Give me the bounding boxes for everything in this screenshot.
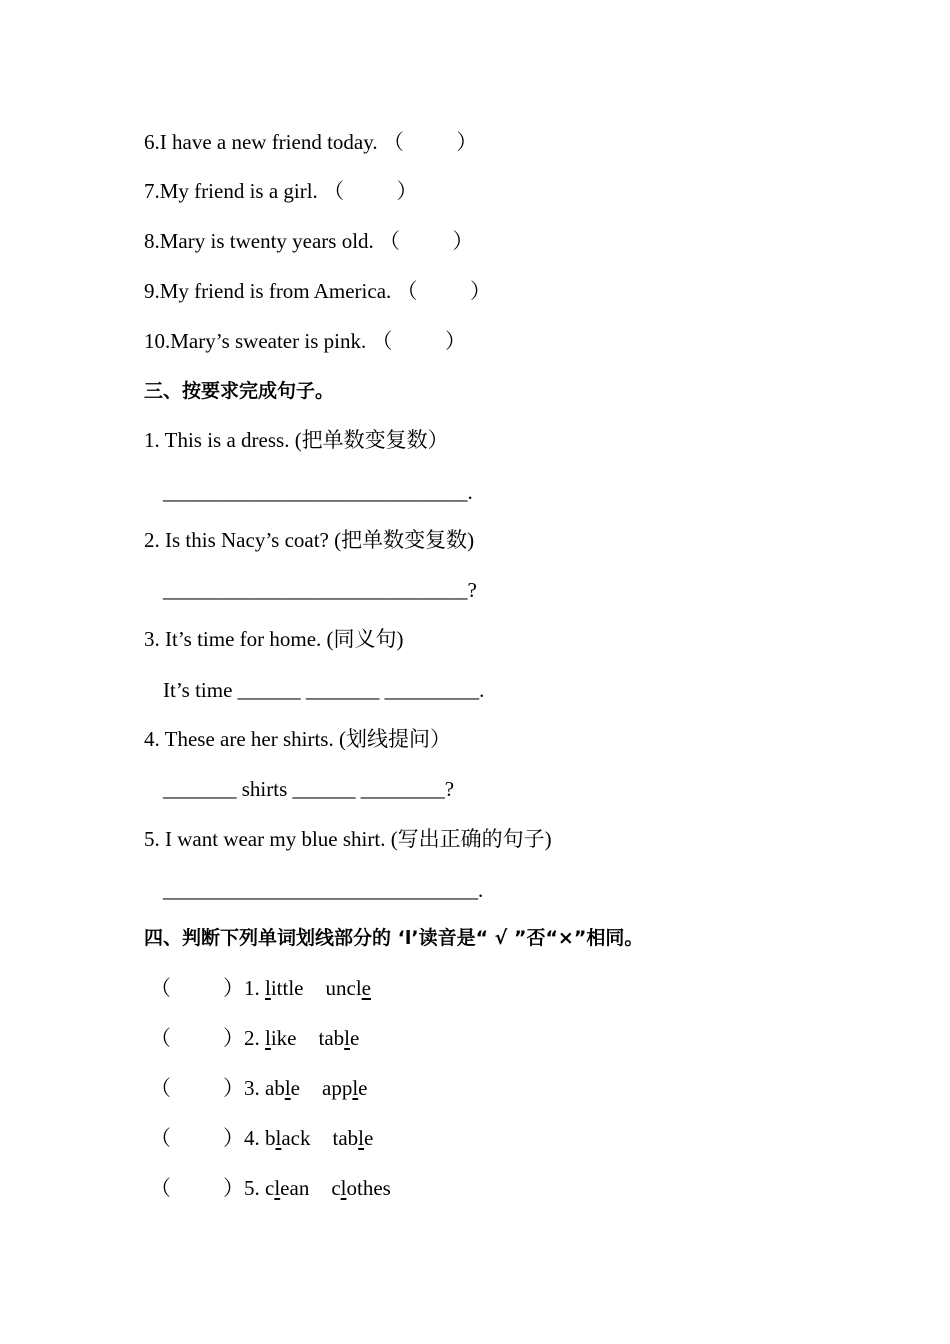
- section3-q4-answer-blank[interactable]: _______ shirts ______ ________?: [163, 777, 455, 801]
- section3-q4-prompt: 4. These are her shirts. (划线提问）: [144, 727, 451, 751]
- section3-q2-prompt: 2. Is this Nacy’s coat? (把单数变复数): [144, 528, 475, 552]
- section3-q1-prompt: 1. This is a dress. (把单数变复数）: [144, 428, 449, 452]
- underlined-letter: l: [265, 976, 271, 1000]
- word-pair-item: [244, 1074, 368, 1102]
- open-paren: （: [150, 1026, 171, 1050]
- answer-paren[interactable]: [150, 1174, 244, 1202]
- answer-paren[interactable]: [150, 1074, 244, 1102]
- close-paren: ）: [223, 1076, 244, 1100]
- item-number: 5.: [244, 1176, 260, 1200]
- section3-q3-answer-blank[interactable]: It’s time ______ _______ _________.: [163, 678, 485, 702]
- section3-q2-answer-blank[interactable]: _____________________________?: [163, 578, 477, 602]
- underlined-letter: e: [361, 976, 371, 1000]
- section3-title: 三、按要求完成句子。: [144, 380, 335, 402]
- judge-item-8: 8.Mary is twenty years old. （ ）: [144, 229, 474, 253]
- answer-paren[interactable]: （ ）: [379, 229, 474, 253]
- open-paren: （: [150, 976, 171, 1000]
- close-paren: ）: [223, 976, 244, 1000]
- close-paren: ）: [223, 1176, 244, 1200]
- underlined-letter: l: [274, 1176, 281, 1200]
- answer-paren[interactable]: （ ）: [371, 329, 466, 353]
- answer-paren[interactable]: （ ）: [323, 179, 418, 203]
- judge-item-7: 7.My friend is a girl. （ ）: [144, 179, 418, 203]
- underlined-letter: l: [344, 1026, 350, 1050]
- underlined-letter: l: [284, 1076, 291, 1100]
- word-2: table: [332, 1126, 374, 1150]
- section4-title: 四、判断下列单词划线部分的 ‘l’读音是“ √ ”否“×”相同。: [144, 927, 644, 949]
- word-2: uncle: [325, 976, 371, 1000]
- close-paren: ）: [223, 1026, 244, 1050]
- open-paren: （: [150, 1076, 171, 1100]
- open-paren: （: [150, 1176, 171, 1200]
- answer-paren[interactable]: （ ）: [396, 279, 492, 303]
- judge-item-6: 6.I have a new friend today. （ ）: [144, 130, 478, 154]
- answer-paren[interactable]: [150, 1124, 244, 1152]
- word-1: able: [265, 1076, 300, 1100]
- word-pair-item: [244, 1174, 391, 1202]
- underlined-letter: l: [275, 1126, 282, 1150]
- underlined-letter: l: [265, 1026, 271, 1050]
- underlined-letter: l: [358, 1126, 364, 1150]
- answer-paren[interactable]: [150, 1024, 244, 1052]
- judge-item-9: 9.My friend is from America. （ ）: [144, 279, 492, 303]
- word-2: apple: [322, 1076, 368, 1100]
- word-pair-item: [244, 974, 371, 1002]
- word-pair-item: [244, 1124, 373, 1152]
- item-number: 4.: [244, 1126, 260, 1150]
- section3-q5-prompt: 5. I want wear my blue shirt. (写出正确的句子): [144, 827, 552, 851]
- word-1: little: [265, 976, 304, 1000]
- item-number: 1.: [244, 976, 260, 1000]
- section3-q3-prompt: 3. It’s time for home. (同义句): [144, 627, 404, 651]
- answer-paren[interactable]: （ ）: [382, 130, 478, 154]
- word-2: clothes: [331, 1176, 391, 1200]
- underlined-letter: l: [340, 1176, 347, 1200]
- item-number: 2.: [244, 1026, 260, 1050]
- word-1: clean: [265, 1176, 310, 1200]
- word-pair-item: [244, 1024, 359, 1052]
- close-paren: ）: [223, 1126, 244, 1150]
- item-number: 3.: [244, 1076, 260, 1100]
- word-1: black: [265, 1126, 311, 1150]
- word-1: like: [265, 1026, 297, 1050]
- section3-q5-answer-blank[interactable]: ______________________________.: [163, 878, 484, 902]
- underlined-letter: l: [352, 1076, 359, 1100]
- answer-paren[interactable]: [150, 974, 244, 1002]
- word-2: table: [318, 1026, 360, 1050]
- section3-q1-answer-blank[interactable]: _____________________________.: [163, 480, 473, 504]
- open-paren: （: [150, 1126, 171, 1150]
- judge-item-10: 10.Mary’s sweater is pink. （ ）: [144, 329, 466, 353]
